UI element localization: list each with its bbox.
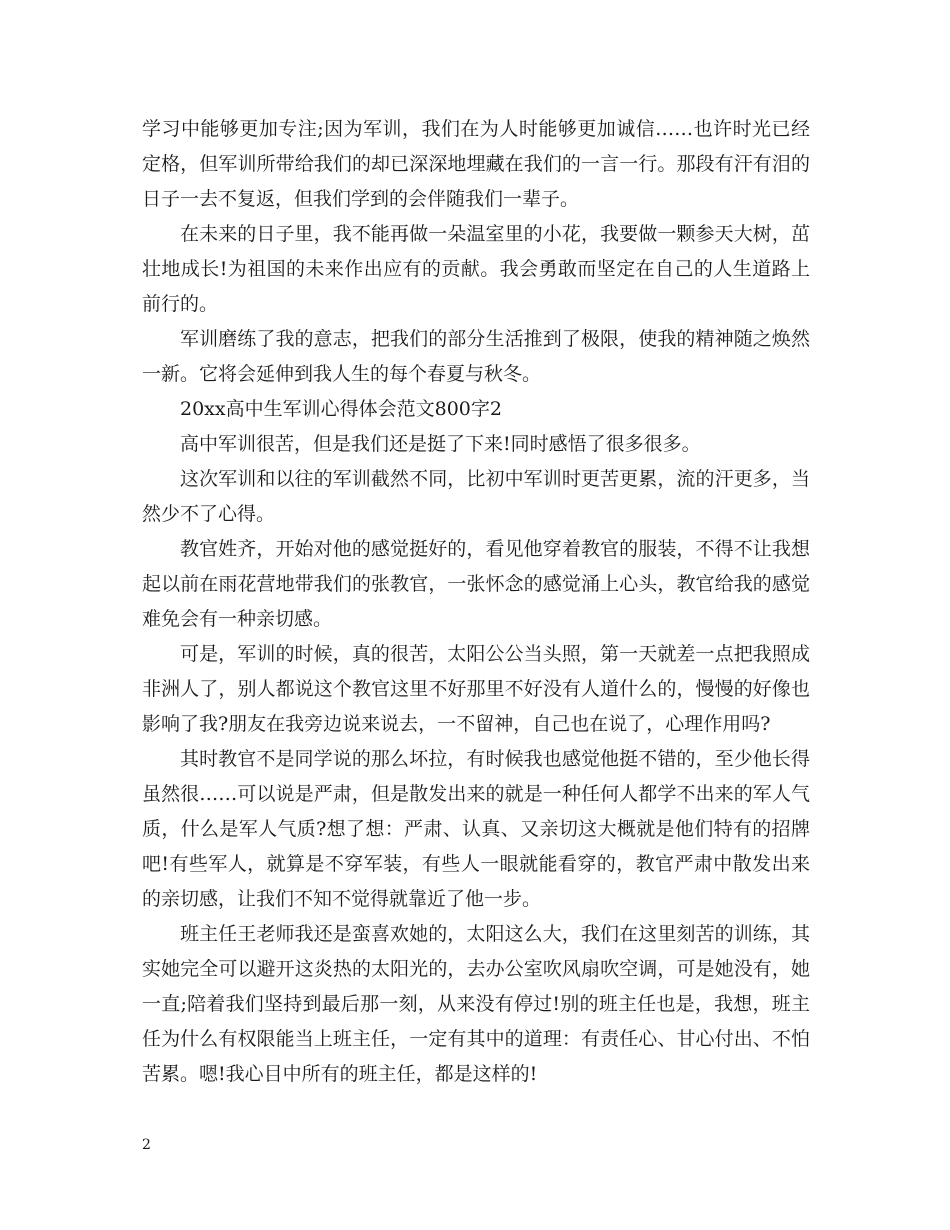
page-number: 2 (142, 1137, 151, 1153)
paragraph-6: 这次军训和以往的军训截然不同，比初中军训时更苦更累，流的汗更多，当然少不了心得。 (142, 468, 810, 525)
paragraph-5: 高中军训很苦，但是我们还是挺了下来!同时感悟了很多很多。 (180, 433, 701, 455)
paragraph-2: 在未来的日子里，我不能再做一朵温室里的小花，我要做一颗参天大树，茁壮地成长!为祖国的未来作出应有的贡献。我会勇敢而坚定在自己的人生道路上前行的。 (142, 223, 810, 315)
document-body (142, 112, 810, 1092)
paragraph-10: 班主任王老师我还是蛮喜欢她的，太阳这么大，我们在这里刻苦的训练，其实她完全可以避开这炎热的太阳光的，去办公室吹风扇吹空调，可是她没有，她一直;陪着我们坚持到最后那一刻，从来没有停过!别的班主任也是，我想，班主任为什么有权限能当上班主任，一定有其中的道理：有责任心、甘心付出、不怕苦累。嗯!我心目中所有的班主任，都是这样的! (142, 923, 810, 1085)
paragraph-9: 其时教官不是同学说的那么坏拉，有时候我也感觉他挺不错的，至少他长得虽然很……可以说是严肃，但是散发出来的就是一种任何人都学不出来的军人气质，什么是军人气质?想了想：严肃、认真、又亲切这大概就是他们特有的招牌吧!有些军人，就算是不穿军装，有些人一眼就能看穿的，教官严肃中散发出来的亲切感，让我们不知不觉得就靠近了他一步。 (142, 748, 810, 910)
paragraph-8: 可是，军训的时候，真的很苦，太阳公公当头照，第一天就差一点把我照成非洲人了，别人都说这个教官这里不好那里不好没有人道什么的，慢慢的好像也影响了我?朋友在我旁边说来说去，一不留神，自己也在说了，心理作用吗? (142, 643, 810, 735)
paragraph-7: 教官姓齐，开始对他的感觉挺好的，看见他穿着教官的服装，不得不让我想起以前在雨花营地带我们的张教官，一张怀念的感觉涌上心头，教官给我的感觉难免会有一种亲切感。 (142, 538, 810, 630)
paragraph-1: 学习中能够更加专注;因为军训，我们在为人时能够更加诚信……也许时光已经定格，但军训所带给我们的却已深深地埋藏在我们的一言一行。那段有汗有泪的日子一去不复返，但我们学到的会伴随我们一辈子。 (142, 118, 810, 210)
section-heading: 20xx高中生军训心得体会范文800字2 (180, 398, 502, 420)
paragraph-3: 军训磨练了我的意志，把我们的部分生活推到了极限，使我的精神随之焕然一新。它将会延伸到我人生的每个春夏与秋冬。 (142, 328, 810, 385)
